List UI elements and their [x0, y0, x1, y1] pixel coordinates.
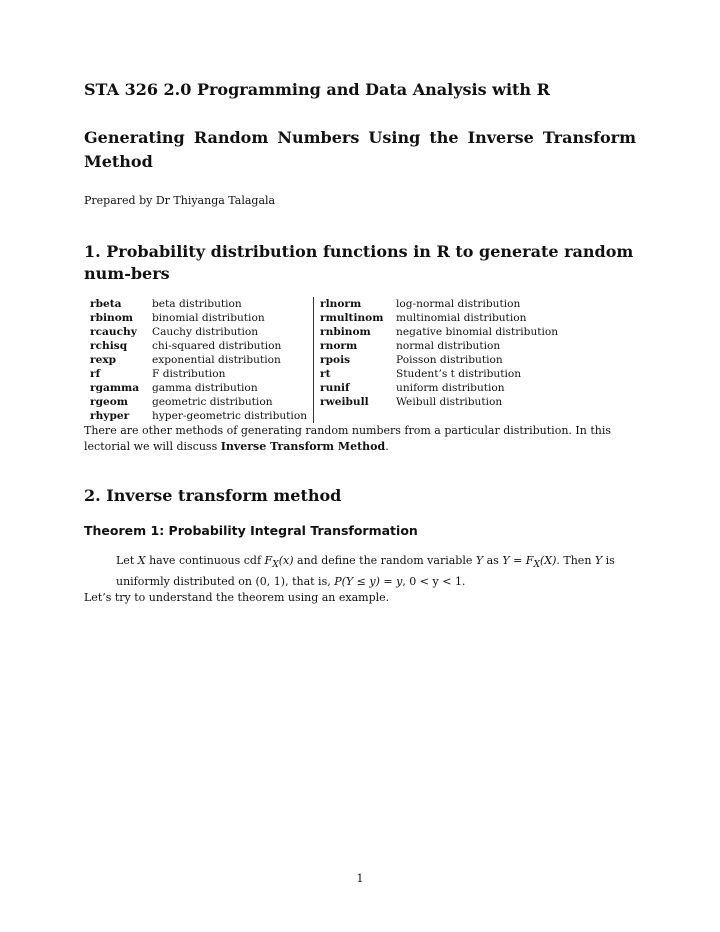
- section-1-heading: 1. Probability distribution functions in R to generate random num-bers: [84, 242, 634, 283]
- function-name: rcauchy: [90, 326, 137, 338]
- math-eq-sub: X: [533, 559, 540, 571]
- function-row: [90, 311, 564, 325]
- math-cdf-arg: (x): [278, 554, 294, 567]
- document-page: [84, 78, 636, 606]
- lecture-title: Generating Random Numbers Using the Inverse Transform Method: [84, 128, 636, 171]
- theorem-text: have continuous cdf: [145, 554, 265, 567]
- function-name: rlnorm: [314, 297, 397, 311]
- function-description: F distribution: [152, 368, 226, 380]
- function-description: Poisson distribution: [396, 354, 503, 366]
- section-2-heading: 2. Inverse transform method: [84, 486, 342, 505]
- function-description: log-normal distribution: [396, 298, 521, 310]
- function-description: [396, 409, 564, 423]
- example-intro: Let’s try to understand the theorem using an example.: [84, 591, 390, 605]
- function-description: beta distribution: [152, 298, 242, 310]
- function-name: rf: [90, 368, 101, 380]
- methods-note: [84, 423, 636, 455]
- function-description: uniform distribution: [396, 382, 505, 394]
- function-row: [90, 395, 564, 409]
- math-cdf-F: F: [264, 554, 273, 567]
- math-cdf-sub: X: [272, 559, 279, 571]
- math-eq-lhs: Y = F: [502, 554, 534, 567]
- function-name: runif: [314, 381, 397, 395]
- function-description: Weibull distribution: [396, 396, 503, 408]
- course-title: STA 326 2.0 Programming and Data Analysis with R: [84, 80, 550, 99]
- function-row: [90, 367, 564, 381]
- distribution-functions-table: [90, 297, 564, 423]
- function-name: rt: [314, 367, 397, 381]
- theorem-text: . Then: [556, 554, 595, 567]
- math-cdf: [264, 554, 294, 571]
- function-description: normal distribution: [396, 340, 501, 352]
- math-equation: [502, 554, 557, 571]
- theorem-text: , 0 < y < 1.: [402, 575, 466, 589]
- function-description: Cauchy distribution: [152, 326, 259, 338]
- function-name: rbeta: [90, 298, 122, 310]
- function-name: rmultinom: [314, 311, 397, 325]
- page-number: 1: [356, 872, 364, 885]
- math-var: Y: [475, 554, 484, 567]
- function-description: chi-squared distribution: [152, 340, 282, 352]
- function-name: rnbinom: [314, 325, 397, 339]
- function-name: rhyper: [90, 410, 130, 422]
- function-name: [314, 409, 397, 423]
- function-name: rgeom: [90, 396, 129, 408]
- function-name: rchisq: [90, 340, 128, 352]
- function-description: exponential distribution: [152, 354, 281, 366]
- methods-note-text: There are other methods of generating random numbers from a particular distribution. In this lectorial we will discuss: [84, 424, 611, 453]
- methods-note-end: .: [385, 440, 389, 453]
- function-row: [90, 353, 564, 367]
- math-probability: P(Y ≤ y) = y: [334, 575, 403, 589]
- function-row: [90, 381, 564, 395]
- math-var: Y: [594, 554, 603, 567]
- function-description: Student’s t distribution: [396, 368, 522, 380]
- math-eq-tail: (X): [539, 554, 557, 567]
- function-description: binomial distribution: [152, 312, 265, 324]
- function-name: rbinom: [90, 312, 133, 324]
- function-name: rpois: [314, 353, 397, 367]
- theorem-text: Let: [116, 554, 138, 567]
- math-var: X: [137, 554, 146, 567]
- function-name: rgamma: [90, 382, 140, 394]
- theorem-statement: [116, 552, 636, 590]
- function-name: rnorm: [314, 339, 397, 353]
- methods-note-bold: Inverse Transform Method: [220, 440, 386, 453]
- function-description: multinomial distribution: [396, 312, 527, 324]
- function-row: [90, 409, 564, 423]
- theorem-text: is uniformly distributed on (0, 1), that is,: [116, 554, 615, 589]
- function-description: geometric distribution: [152, 396, 273, 408]
- theorem-title: Theorem 1: Probability Integral Transformation: [84, 523, 418, 538]
- function-name: rweibull: [314, 395, 397, 409]
- function-row: [90, 339, 564, 353]
- function-row: [90, 297, 564, 311]
- function-description: negative binomial distribution: [396, 326, 559, 338]
- function-name: rexp: [90, 354, 117, 366]
- theorem-text: as: [483, 554, 503, 567]
- function-description: gamma distribution: [152, 382, 258, 394]
- theorem-text: and define the random variable: [293, 554, 476, 567]
- author-line: Prepared by Dr Thiyanga Talagala: [84, 194, 276, 207]
- function-row: [90, 325, 564, 339]
- function-description: hyper-geometric distribution: [152, 410, 308, 422]
